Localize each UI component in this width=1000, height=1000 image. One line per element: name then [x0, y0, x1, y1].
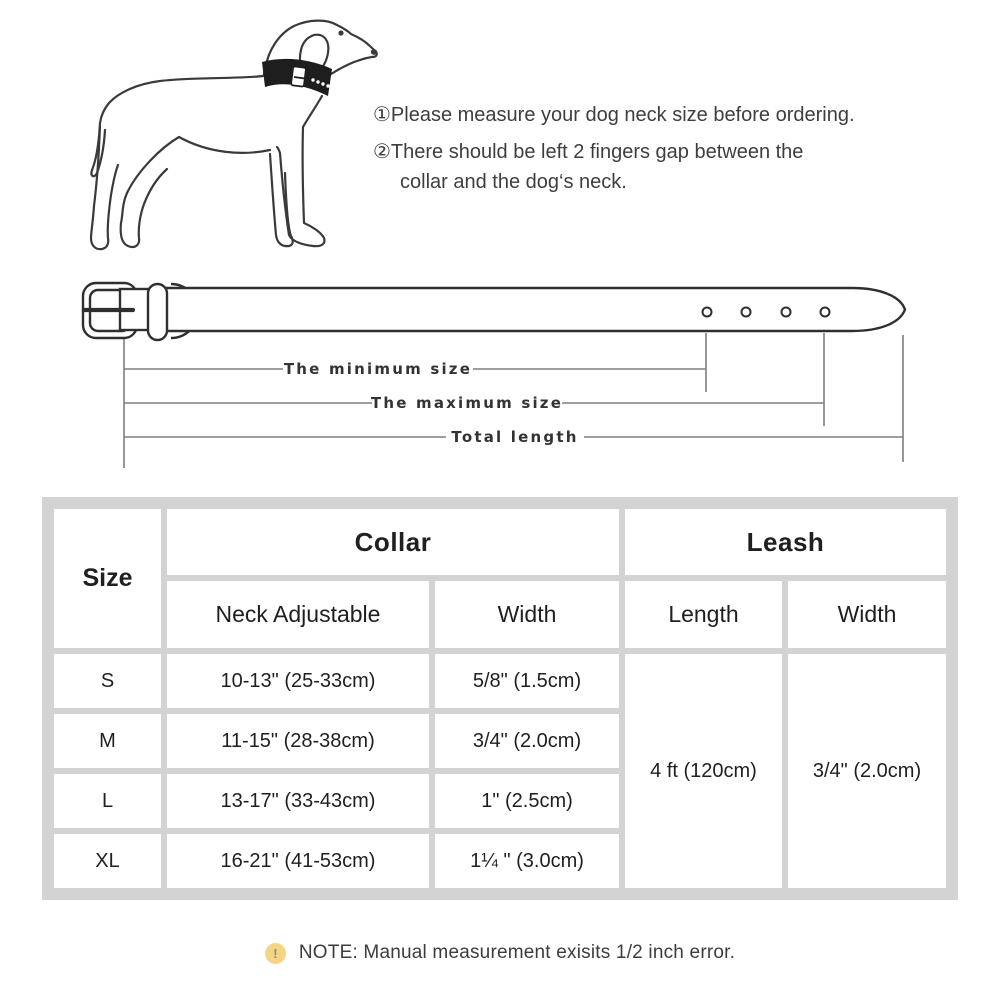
width-value-l: 1" (2.5cm): [435, 774, 619, 828]
dog-back-tail: [91, 76, 263, 176]
width-value-xl: 1¼ " (3.0cm): [435, 834, 619, 888]
leash-length-value: 4 ft (120cm): [625, 654, 782, 888]
minimum-size-label: The minimum size: [283, 360, 473, 378]
leash-group-header: Leash: [625, 509, 946, 575]
collar-group-header: Collar: [167, 509, 619, 575]
belt-buckle: [83, 283, 167, 340]
size-label-s: S: [54, 654, 161, 708]
belt-strap: [158, 288, 905, 331]
dog-eye: [338, 30, 343, 35]
note-text: NOTE: Manual measurement exisits 1/2 inch error.: [298, 942, 736, 963]
size-label-l: L: [54, 774, 161, 828]
maximum-size-label: The maximum size: [370, 394, 564, 412]
size-label-xl: XL: [54, 834, 161, 888]
width-value-s: 5/8" (1.5cm): [435, 654, 619, 708]
neck-value-xl: 16-21" (41-53cm): [167, 834, 429, 888]
dog-nose: [371, 49, 377, 55]
dog-belly: [179, 137, 270, 153]
size-label-m: M: [54, 714, 161, 768]
total-length-label: Total length: [451, 428, 579, 446]
dog-illustration: [70, 0, 400, 265]
leash-width-header: Width: [788, 581, 946, 648]
collar-measurement-diagram: [0, 262, 1000, 480]
measurement-note: [0, 942, 1000, 964]
dog-hind-leg-near: [121, 169, 167, 247]
neck-adjustable-header: Neck Adjustable: [167, 581, 429, 648]
width-value-m: 3/4" (2.0cm): [435, 714, 619, 768]
collar-width-header: Width: [435, 581, 619, 648]
size-table: [42, 497, 958, 900]
leash-width-value: 3/4" (2.0cm): [788, 654, 946, 888]
instruction-2-cont: collar and the dog‘s neck.: [400, 171, 627, 193]
neck-value-m: 11-15" (28-38cm): [167, 714, 429, 768]
exclamation-icon: [265, 943, 286, 964]
instruction-1: ①Please measure your dog neck size before ordering.: [373, 104, 855, 126]
ordering-instructions: [373, 100, 988, 197]
instruction-2: ②There should be left 2 fingers gap between the: [373, 141, 804, 163]
dog-front-leg-near: [277, 96, 324, 246]
neck-value-s: 10-13" (25-33cm): [167, 654, 429, 708]
leash-length-header: Length: [625, 581, 782, 648]
dog-collar-buckle: [291, 66, 306, 86]
size-column-header: Size: [54, 509, 161, 648]
belt-keeper-loop: [148, 284, 167, 340]
neck-value-l: 13-17" (33-43cm): [167, 774, 429, 828]
exclamation-mark: !: [273, 945, 278, 961]
